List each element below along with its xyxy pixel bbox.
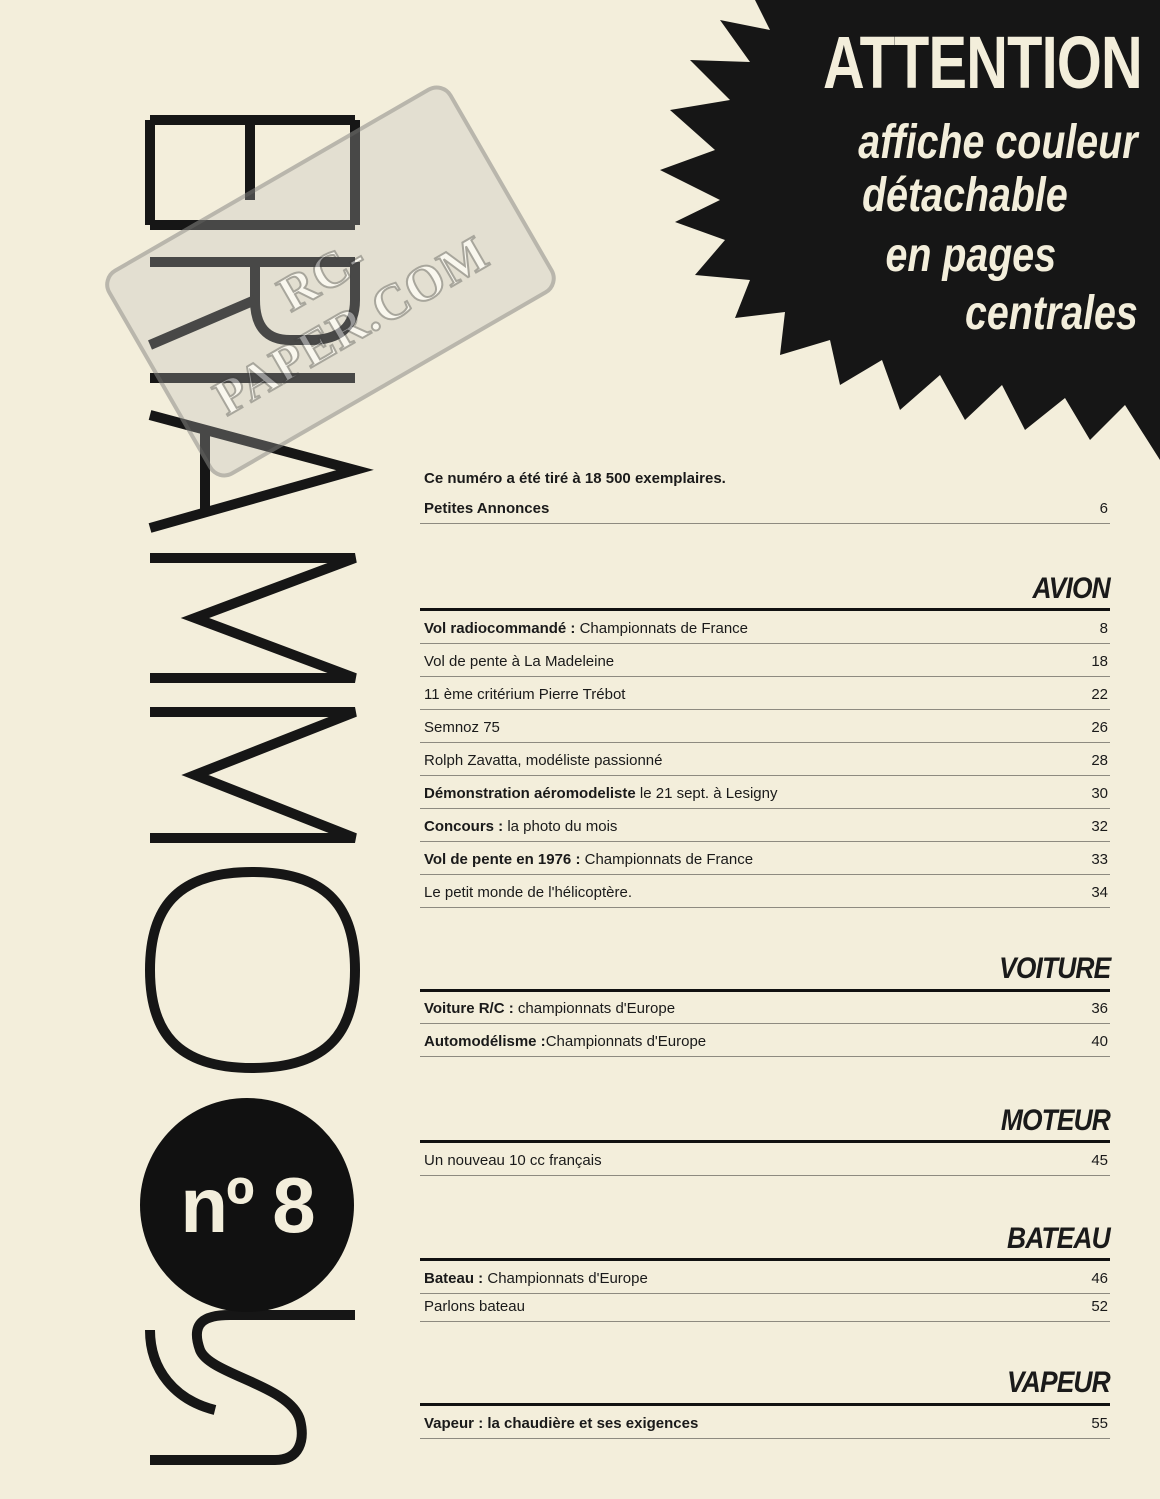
toc-row[interactable]: Semnoz 75 26	[420, 711, 1110, 743]
issue-number: nº 8	[180, 1160, 314, 1249]
banner-line-4: centrales	[965, 287, 1138, 340]
section-rule	[420, 1140, 1110, 1143]
watermark-text: RC-PAPER.COM	[204, 224, 498, 426]
toc-row[interactable]: Vol de pente à La Madeleine 18	[420, 645, 1110, 677]
toc-row[interactable]: Le petit monde de l'hélicoptère. 34	[420, 876, 1110, 908]
toc-row[interactable]: 11 ème critérium Pierre Trébot 22	[420, 678, 1110, 710]
issue-badge	[140, 1098, 354, 1312]
toc-row[interactable]: Un nouveau 10 cc français 45	[420, 1144, 1110, 1176]
banner-line-3: en pages	[885, 229, 1056, 282]
toc-row-petites-annonces[interactable]	[420, 492, 1110, 524]
toc-row[interactable]: Bateau : Championnats d'Europe 46	[420, 1262, 1110, 1294]
toc-row[interactable]: Concours : la photo du mois 32	[420, 810, 1110, 842]
toc-row[interactable]: Rolph Zavatta, modéliste passionné 28	[420, 744, 1110, 776]
letter-m1	[150, 558, 355, 678]
section-rule	[420, 608, 1110, 611]
banner-line-2: détachable	[862, 169, 1068, 222]
print-run-note: Ce numéro a été tiré à 18 500 exemplaires.	[424, 470, 726, 487]
attention-banner	[620, 0, 1160, 480]
toc-title: Petites Annonces	[424, 500, 550, 517]
toc-row[interactable]: Automodélisme :Championnats d'Europe 40	[420, 1025, 1110, 1057]
letter-o	[150, 872, 355, 1068]
letter-s	[150, 1315, 355, 1460]
banner-title: ATTENTION	[823, 21, 1142, 104]
section-avion: AVION	[1032, 572, 1110, 605]
section-voiture: VOITURE	[998, 952, 1110, 985]
section-rule	[420, 1403, 1110, 1406]
letter-m2	[150, 712, 355, 838]
section-vapeur: VAPEUR	[1007, 1366, 1110, 1399]
toc-row[interactable]: Vol radiocommandé : Championnats de France 8	[420, 612, 1110, 644]
toc-row[interactable]: Démonstration aéromodeliste le 21 sept. à Lesigny 30	[420, 777, 1110, 809]
toc-row[interactable]: Vol de pente en 1976 : Championnats de France 33	[420, 843, 1110, 875]
toc-row[interactable]: Parlons bateau 52	[420, 1290, 1110, 1322]
toc-page: 6	[1099, 500, 1108, 517]
toc-row[interactable]: Voiture R/C : championnats d'Europe 36	[420, 992, 1110, 1024]
section-moteur: MOTEUR	[1000, 1104, 1110, 1137]
toc-row[interactable]: Vapeur : la chaudière et ses exigences 55	[420, 1407, 1110, 1439]
banner-line-1: affiche couleur	[858, 116, 1138, 169]
section-rule	[420, 1258, 1110, 1261]
section-bateau: BATEAU	[1007, 1222, 1110, 1255]
